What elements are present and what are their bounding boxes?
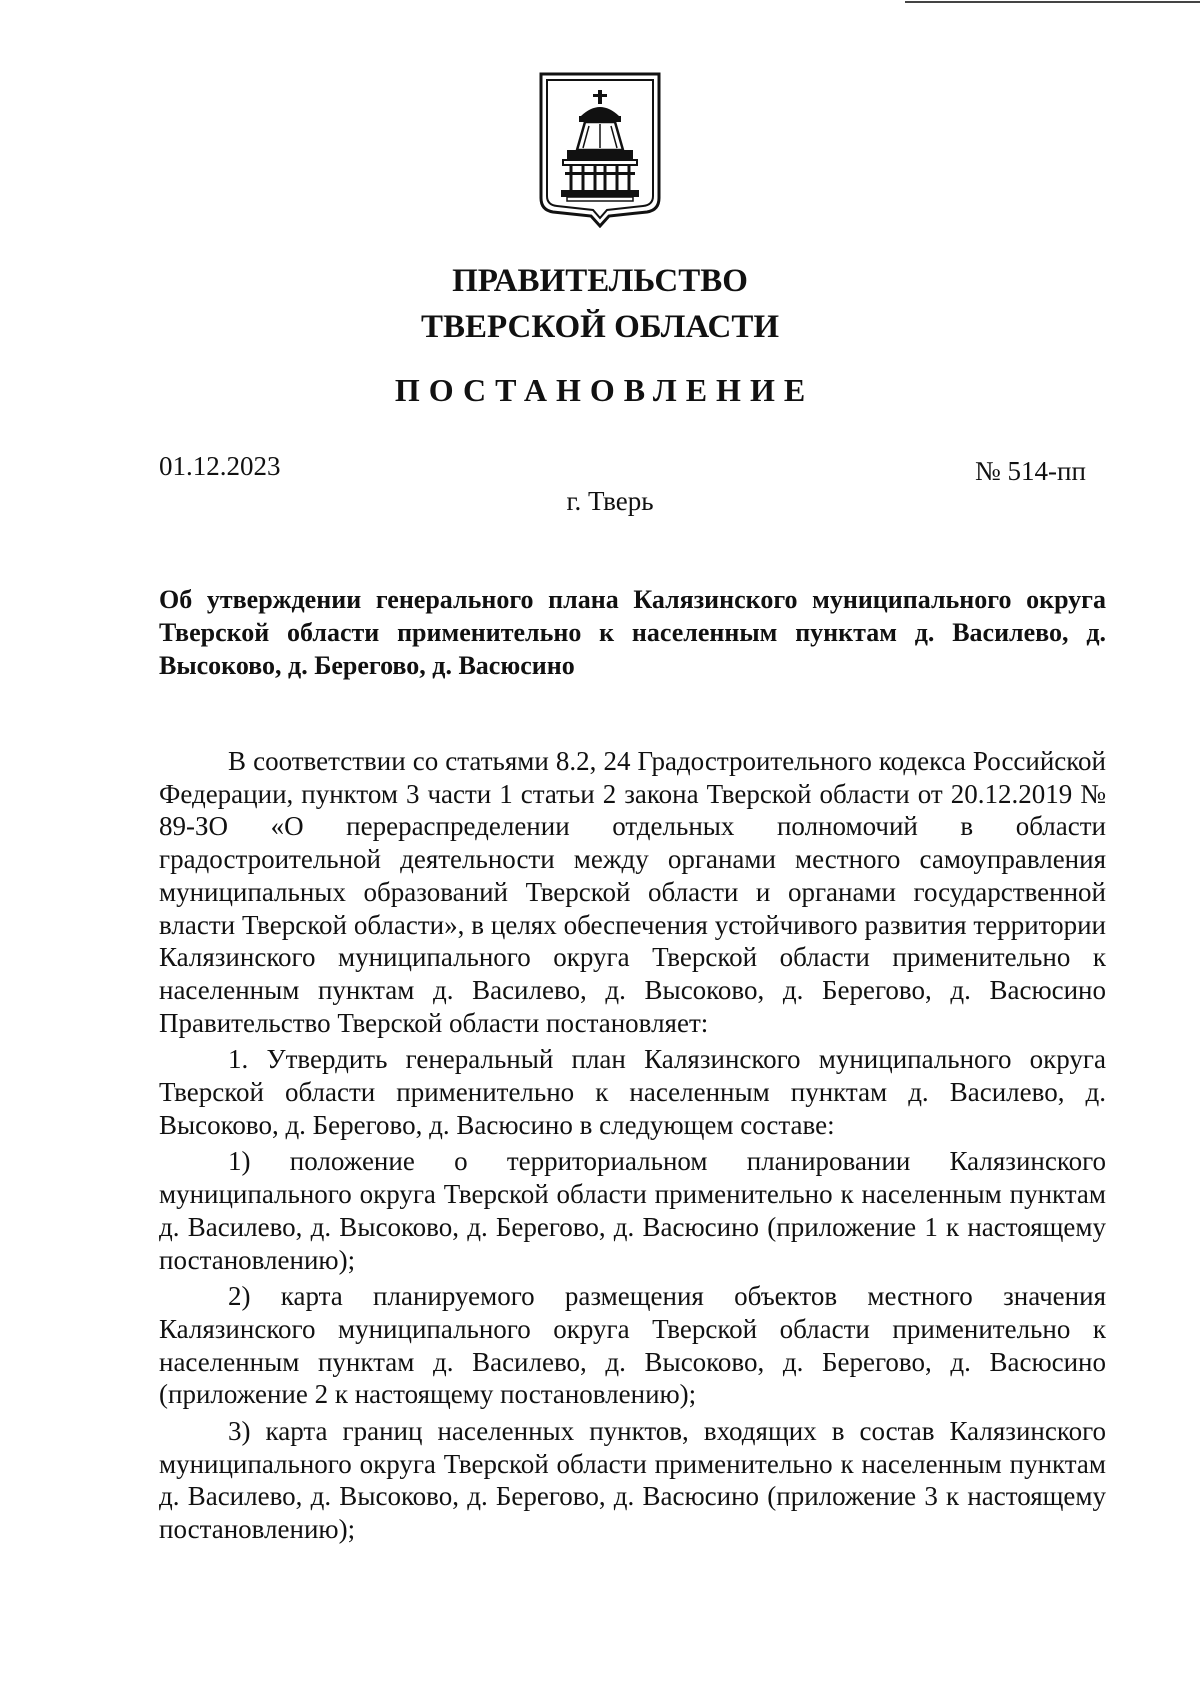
document-title: Об утверждении генерального плана Калязинского муниципального округа Тверской области применительно к населенным пунктам д. Василево, д. Высоково, д. Берегово, д. Васюсино [159,585,1106,680]
subpoint-1-paragraph: 1) положение о территориальном планировании Калязинского муниципального округа Тверской области применительно к населенным пунктам д. Василево, д. Высоково, д. Берегово, д. Васюсино (приложение 1 к настоящему постановлению); [159,1146,1106,1275]
government-line-1: ПРАВИТЕЛЬСТВО [452,263,748,299]
government-name [0,258,1200,350]
document-body [159,745,1106,1546]
subpoint-2-paragraph: 2) карта планируемого размещения объектов местного значения Калязинского муниципального округа Тверской области применительно к населенным пунктам д. Василево, д. Высоково, д. Берегово, д. Васюсино (приложение 2 к настоящему постановлению); [159,1281,1106,1410]
document-type: ПОСТАНОВЛЕНИЕ [394,372,815,408]
tver-coat-of-arms-icon [537,70,663,228]
document-date: 01.12.2023 [159,451,281,481]
preamble-paragraph: В соответствии со статьями 8.2, 24 Градостроительного кодекса Российской Федерации, пунктом 3 части 1 статьи 2 закона Тверской области от 20.12.2019 № 89-ЗО «О перераспределении отдельных полномочий в области градостроительной деятельности между органами местного самоуправления муниципальных образований Тверской области и органами государственной власти Тверской области», в целях обеспечения устойчивого развития территории Калязинского муниципального округа Тверской области применительно к населенным пунктам д. Василево, д. Высоково, д. Берегово, д. Васюсино Правительство Тверской области постановляет: [159,746,1106,1038]
document-city: г. Тверь [566,486,654,516]
subpoint-3-paragraph: 3) карта границ населенных пунктов, входящих в состав Калязинского муниципального округа Тверской области применительно к населенным пунктам д. Василево, д. Высоково, д. Берегово, д. Васюсино (приложение 3 к настоящему постановлению); [159,1416,1106,1545]
point-1-paragraph: 1. Утвердить генеральный план Калязинского муниципального округа Тверской области применительно к населенным пунктам д. Василево, д. Высоково, д. Берегово, д. Васюсино в следующем составе: [159,1044,1106,1140]
scan-edge-line [905,1,1200,3]
document-number: № 514-пп [975,456,1086,486]
government-line-2: ТВЕРСКОЙ ОБЛАСТИ [420,309,780,345]
